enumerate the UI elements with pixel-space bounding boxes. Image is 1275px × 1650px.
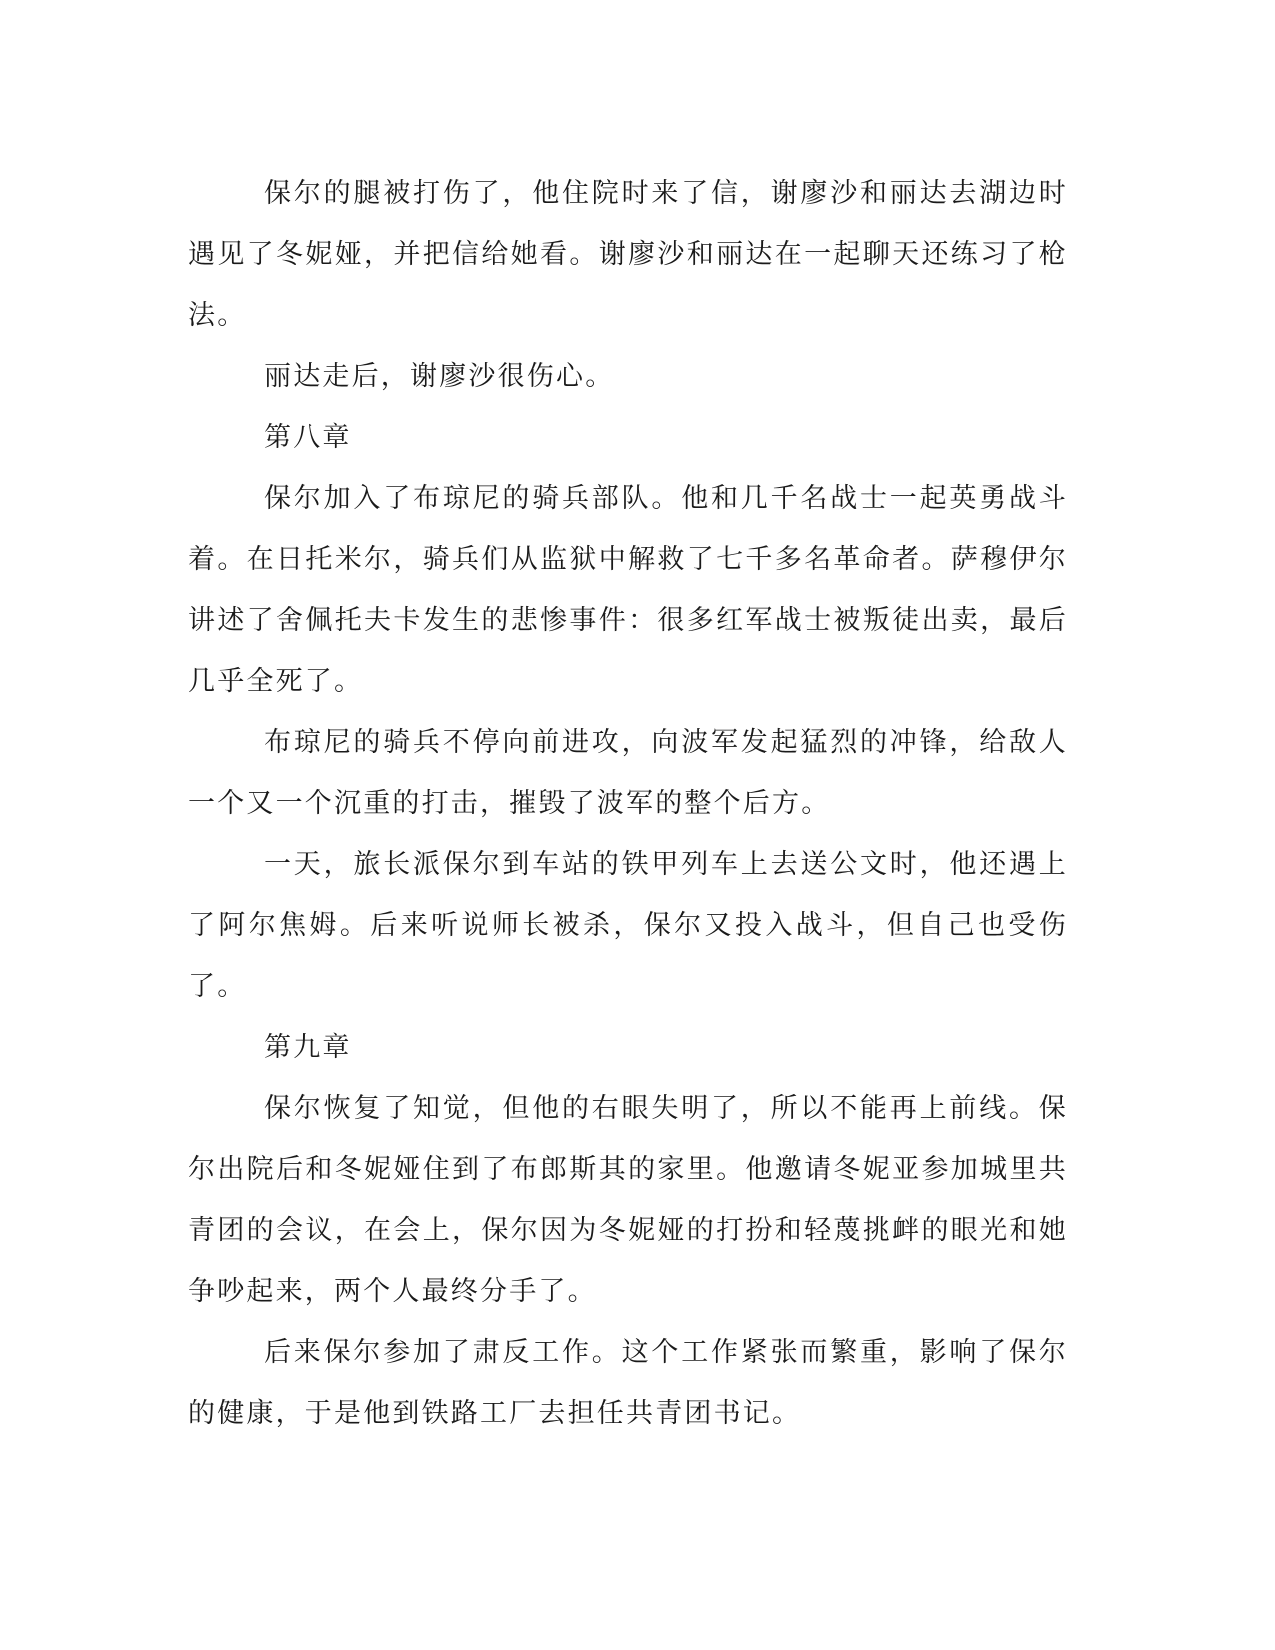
paragraph-cheka-work: 后来保尔参加了肃反工作。这个工作紧张而繁重，影响了保尔的健康，于是他到铁路工厂去担任共青团书记。 [188,1337,1068,1429]
paragraph-armored-train: 一天，旅长派保尔到车站的铁甲列车上去送公文时，他还遇上了阿尔焦姆。后来听说师长被杀，保尔又投入战斗，但自己也受伤了。 [188,849,1068,1002]
paragraph-recovery: 保尔恢复了知觉，但他的右眼失明了，所以不能再上前线。保尔出院后和冬妮娅住到了布郎斯其的家里。他邀请冬妮亚参加城里共青团的会议，在会上，保尔因为冬妮娅的打扮和轻蔑挑衅的眼光和她争吵起来，两个人最终分手了。 [188,1093,1068,1307]
chapter-heading-8: 第八章 [264,422,352,453]
document-body [188,163,1068,1444]
paragraph-hospital-letter: 保尔的腿被打伤了，他住院时来了信，谢廖沙和丽达去湖边时遇见了冬妮娅，并把信给她看。谢廖沙和丽达在一起聊天还练习了枪法。 [188,178,1068,331]
paragraph-cavalry: 保尔加入了布琼尼的骑兵部队。他和几千名战士一起英勇战斗着。在日托米尔，骑兵们从监狱中解救了七千多名革命者。萨穆伊尔讲述了舍佩托夫卡发生的悲惨事件：很多红军战士被叛徒出卖，最后几乎全死了。 [188,483,1068,697]
chapter-heading-9: 第九章 [264,1032,352,1063]
paragraph-attack: 布琼尼的骑兵不停向前进攻，向波军发起猛烈的冲锋，给敌人一个又一个沉重的打击，摧毁了波军的整个后方。 [188,727,1068,819]
paragraph-lida-leaves: 丽达走后，谢廖沙很伤心。 [264,361,615,392]
